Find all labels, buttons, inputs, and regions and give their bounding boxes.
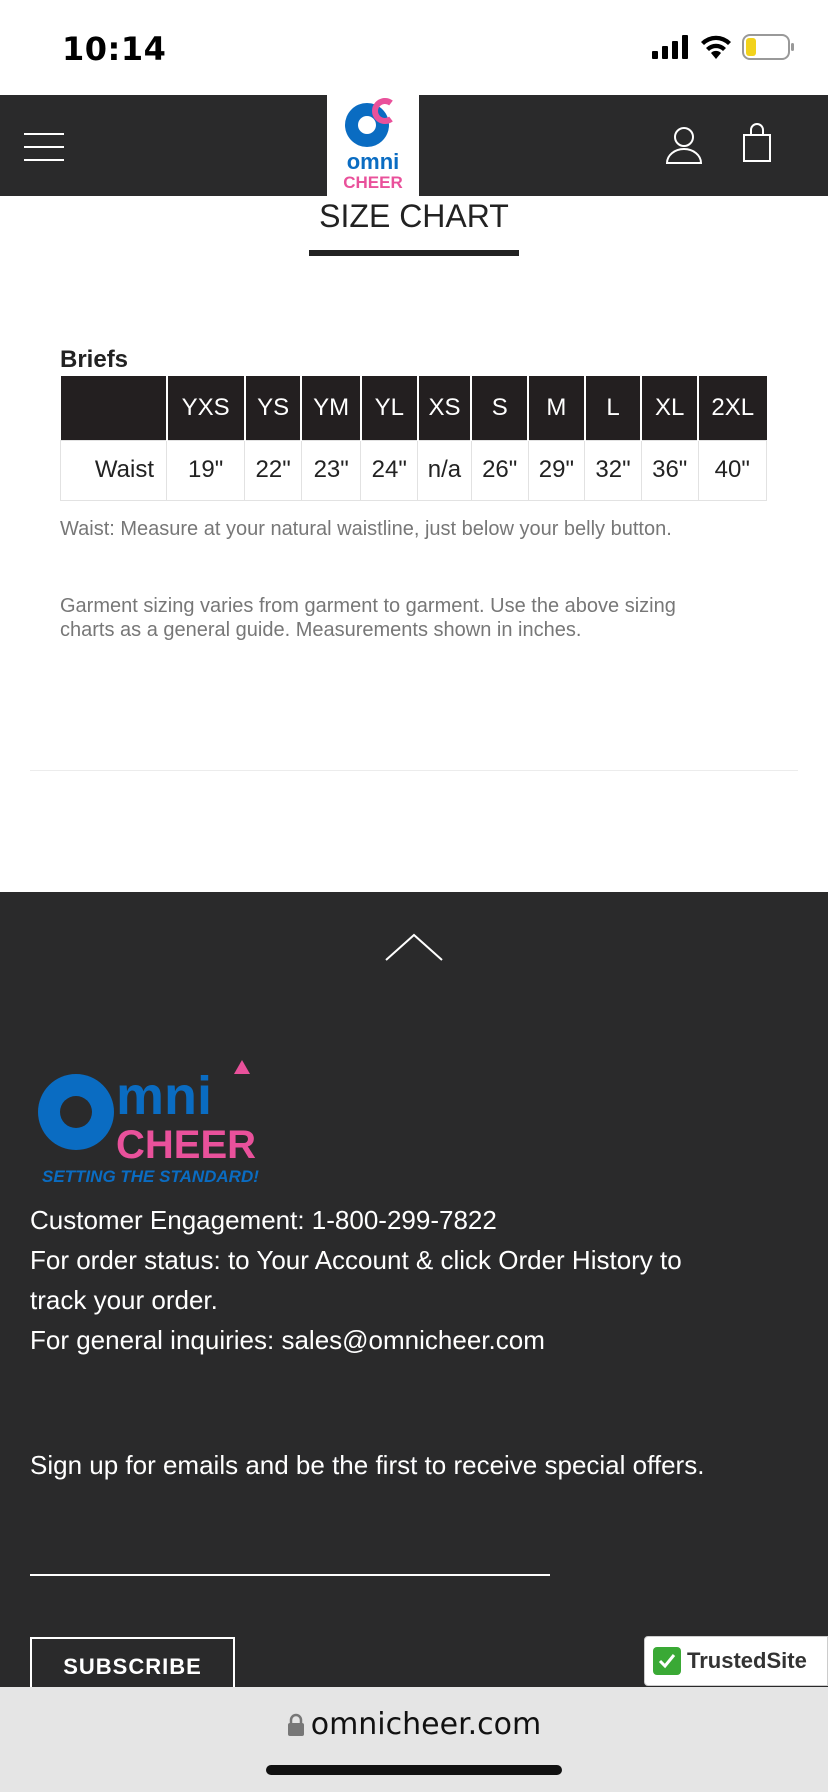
home-indicator[interactable] <box>266 1765 562 1775</box>
trusted-site-badge[interactable] <box>644 1636 828 1686</box>
table-header-cell: 2XL <box>698 376 766 440</box>
site-logo[interactable] <box>327 95 419 196</box>
table-cell: 32" <box>585 440 642 500</box>
status-bar <box>0 0 828 95</box>
url-field[interactable] <box>0 1707 828 1742</box>
table-cell: 36" <box>641 440 698 500</box>
site-footer <box>0 892 828 1687</box>
omni-cheer-logo-icon <box>327 95 419 196</box>
shopping-bag-icon[interactable] <box>742 123 772 163</box>
order-status-text-line-1: For order status: to Your Account & click Order History to <box>30 1245 682 1275</box>
section-label: Briefs <box>60 346 129 373</box>
general-inquiries-text[interactable]: For general inquiries: sales@omnicheer.com <box>30 1325 545 1355</box>
table-cell: 29" <box>528 440 585 500</box>
table-cell: 22" <box>245 440 302 500</box>
table-header-cell: M <box>528 376 585 440</box>
signup-text: Sign up for emails and be the first to receive special offers. <box>30 1450 705 1480</box>
sizing-note-line-2: charts as a general guide. Measurements shown in inches. <box>60 619 582 641</box>
table-row-label: Waist <box>61 440 167 500</box>
footer-logo-text-mni: mni <box>116 1066 213 1126</box>
sizing-note-line-1: Garment sizing varies from garment to garment. Use the above sizing <box>60 595 676 617</box>
content-divider <box>30 770 798 771</box>
table-header-cell: YXS <box>167 376 245 440</box>
title-underline <box>309 250 519 256</box>
table-header-cell: S <box>471 376 528 440</box>
menu-icon[interactable] <box>24 133 64 161</box>
table-header-cell: YM <box>301 376 360 440</box>
table-cell: 26" <box>471 440 528 500</box>
table-cell: 19" <box>167 440 245 500</box>
footer-logo-text-cheer: CHEER <box>116 1123 257 1167</box>
table-cell: n/a <box>418 440 472 500</box>
table-header-corner <box>61 376 167 440</box>
order-status-text-line-2: track your order. <box>30 1285 218 1315</box>
table-header-cell: L <box>585 376 642 440</box>
customer-engagement-text: Customer Engagement: 1-800-299-7822 <box>30 1205 497 1235</box>
trusted-site-label: TrustedSite <box>687 1648 807 1673</box>
table-cell: 24" <box>361 440 418 500</box>
lock-icon <box>287 1713 305 1737</box>
table-header-cell: XL <box>641 376 698 440</box>
table-cell: 23" <box>301 440 360 500</box>
table-header-cell: YL <box>361 376 418 440</box>
checkmark-icon <box>653 1647 681 1675</box>
account-icon[interactable] <box>664 125 704 165</box>
table-header-cell: YS <box>245 376 302 440</box>
battery-icon <box>742 34 796 60</box>
table-row <box>61 440 767 500</box>
cellular-signal-icon <box>652 35 690 59</box>
status-icons <box>652 34 796 60</box>
footer-logo <box>30 1060 270 1185</box>
wifi-icon <box>700 35 732 59</box>
email-input[interactable] <box>30 1528 550 1576</box>
logo-text-omni: omni <box>346 149 400 174</box>
site-header <box>0 95 828 196</box>
logo-text-cheer: CHEER <box>343 173 403 192</box>
table-header-cell: XS <box>418 376 472 440</box>
back-to-top-icon[interactable] <box>384 932 444 962</box>
page-title: SIZE CHART <box>319 198 509 234</box>
table-header-row <box>61 376 767 440</box>
subscribe-button[interactable]: SUBSCRIBE <box>30 1637 235 1697</box>
url-text: omnicheer.com <box>310 1707 542 1742</box>
measure-note: Waist: Measure at your natural waistline, just below your belly button. <box>60 518 672 540</box>
status-time: 10:14 <box>62 30 167 68</box>
footer-logo-tagline: SETTING THE STANDARD! <box>42 1167 259 1185</box>
table-cell: 40" <box>698 440 766 500</box>
size-chart-table <box>60 376 767 501</box>
browser-address-bar <box>0 1687 828 1792</box>
